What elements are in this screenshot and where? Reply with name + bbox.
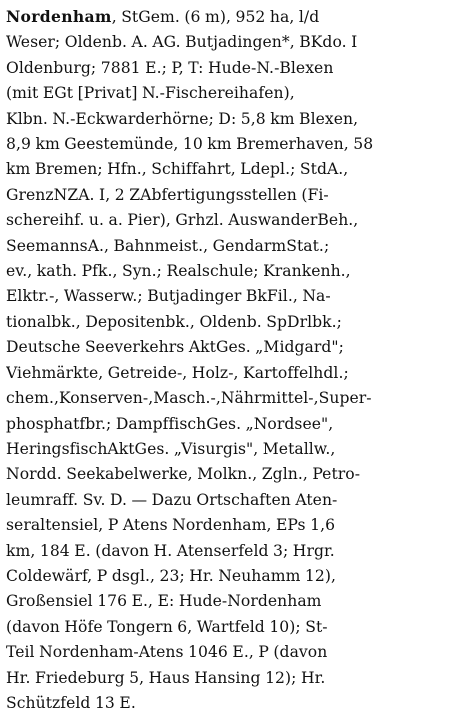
entry-line-21: seraltensiel, P Atens Nordenham, EPs 1,6 xyxy=(6,516,336,535)
entry-line-1 xyxy=(6,4,454,30)
entry-line-15: Viehmärkte, Getreide-, Holz-, Kartoffelhdl.; xyxy=(6,363,349,382)
entry-line-9: schereihf. u. a. Pier), Grhzl. AuswanderBeh., xyxy=(6,211,359,230)
entry-line-5: Klbn. N.-Eckwarderhörne; D: 5,8 km Blexen, xyxy=(6,109,359,128)
entry-line-10: SeemannsA., Bahnmeist., GendarmStat.; xyxy=(6,236,330,255)
entry-line-7: km Bremen; Hfn., Schiffahrt, Ldepl.; StdA., xyxy=(6,160,349,179)
entry-line-18: HeringsfischAktGes. „Visurgis", Metallw., xyxy=(6,439,336,458)
entry-line-25: (davon Höfe Tongern 6, Wartfeld 10); St- xyxy=(6,617,328,636)
entry-line-6: 8,9 km Geestemünde, 10 km Bremerhaven, 58 xyxy=(6,135,374,154)
entry-line-13: tionalbk., Depositenbk., Oldenb. SpDrlbk.; xyxy=(6,312,342,331)
entry-line-16: chem.,Konserven-,Masch.-,Nährmittel-,Super- xyxy=(6,389,372,408)
entry-line-22: km, 184 E. (davon H. Atenserfeld 3; Hrgr. xyxy=(6,541,335,560)
entry-line-28: Schützfeld 13 E. xyxy=(6,693,136,712)
entry-line-text: , StGem. (6 m), 952 ha, l/d xyxy=(111,8,320,26)
entry-line-3: Oldenburg; 7881 E.; P, T: Hude-N.-Blexen xyxy=(6,58,334,77)
gazetteer-entry xyxy=(6,4,454,716)
entry-line-17: phosphatfbr.; DampffischGes. „Nordsee", xyxy=(6,414,334,433)
entry-line-20: leumraff. Sv. D. — Dazu Ortschaften Aten- xyxy=(6,490,338,509)
entry-headword: Nordenham xyxy=(6,7,112,26)
entry-line-2: Weser; Oldenb. A. AG. Butjadingen*, BKdo. I xyxy=(6,33,358,52)
entry-line-4: (mit EGt [Privat] N.-Fischereihafen), xyxy=(6,84,295,103)
entry-line-23: Coldewärf, P dsgl., 23; Hr. Neuhamm 12), xyxy=(6,566,336,585)
entry-line-14: Deutsche Seeverkehrs AktGes. „Midgard"; xyxy=(6,338,344,357)
entry-line-11: ev., kath. Pfk., Syn.; Realschule; Krankenh., xyxy=(6,262,351,281)
entry-line-12: Elktr.-, Wasserw.; Butjadinger BkFil., Na- xyxy=(6,287,331,306)
entry-line-26: Teil Nordenham-Atens 1046 E., P (davon xyxy=(6,643,328,662)
entry-line-24: Großensiel 176 E., E: Hude-Nordenham xyxy=(6,592,322,611)
entry-line-27: Hr. Friedeburg 5, Haus Hansing 12); Hr. xyxy=(6,668,326,687)
entry-line-19: Nordd. Seekabelwerke, Molkn., Zgln., Petro- xyxy=(6,465,361,484)
entry-line-8: GrenzNZA. I, 2 ZAbfertigungsstellen (Fi- xyxy=(6,185,329,204)
